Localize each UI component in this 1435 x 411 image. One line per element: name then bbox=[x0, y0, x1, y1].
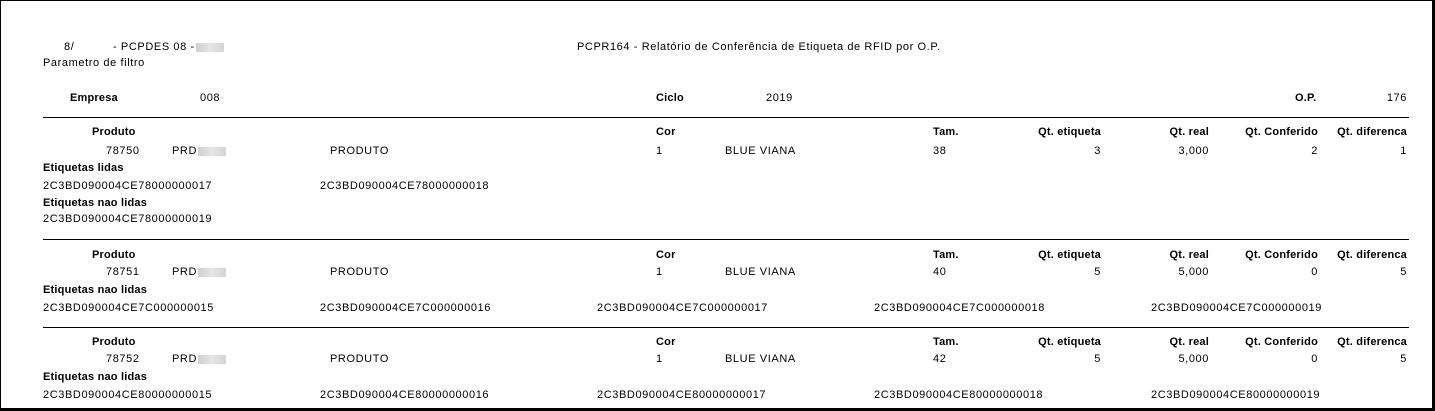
produto-ref-prefix: PRD bbox=[172, 353, 198, 365]
etiquetas-nao-lidas-label: Etiquetas nao lidas bbox=[43, 371, 148, 383]
empresa-value: 008 bbox=[200, 92, 221, 104]
col-qt-conferido-header: Qt. Conferido bbox=[1245, 126, 1318, 138]
etiqueta-nao-lida: 2C3BD090004CE80000000019 bbox=[1151, 389, 1321, 401]
produto-codigo: 78751 bbox=[106, 266, 140, 278]
section-divider bbox=[43, 117, 1409, 118]
etiqueta-nao-lida: 2C3BD090004CE80000000017 bbox=[597, 389, 767, 401]
produto-ref-prefix: PRD bbox=[172, 266, 198, 278]
section-divider bbox=[43, 327, 1409, 328]
col-cor-header: Cor bbox=[656, 249, 676, 261]
produto-referencia bbox=[172, 266, 226, 279]
col-tam-header: Tam. bbox=[933, 126, 959, 138]
report-title: PCPR164 - Relatório de Conferência de Etiqueta de RFID por O.P. bbox=[577, 41, 941, 53]
section-divider bbox=[43, 239, 1409, 240]
col-produto-header: Produto bbox=[92, 336, 136, 348]
redacted-block bbox=[198, 355, 226, 364]
qt-real-value: 5,000 bbox=[1178, 353, 1209, 365]
etiqueta-nao-lida: 2C3BD090004CE7C000000016 bbox=[320, 302, 491, 314]
qt-diferenca-value: 1 bbox=[1400, 145, 1407, 157]
produto-descricao: PRODUTO bbox=[330, 145, 390, 157]
op-label: O.P. bbox=[1295, 92, 1317, 104]
qt-diferenca-value: 5 bbox=[1400, 353, 1407, 365]
qt-conferido-value: 0 bbox=[1311, 266, 1318, 278]
tam-value: 42 bbox=[933, 353, 947, 365]
col-produto-header: Produto bbox=[92, 126, 136, 138]
col-tam-header: Tam. bbox=[933, 249, 959, 261]
etiqueta-lida: 2C3BD090004CE78000000017 bbox=[43, 180, 213, 192]
qt-etiqueta-value: 3 bbox=[1094, 145, 1101, 157]
cor-codigo: 1 bbox=[656, 353, 663, 365]
col-tam-header: Tam. bbox=[933, 336, 959, 348]
etiqueta-nao-lida: 2C3BD090004CE78000000019 bbox=[43, 213, 213, 225]
redacted-block bbox=[198, 147, 226, 156]
ciclo-value: 2019 bbox=[766, 92, 793, 104]
col-cor-header: Cor bbox=[656, 336, 676, 348]
col-qt-diferenca-header: Qt. diferenca bbox=[1337, 249, 1407, 261]
col-qt-diferenca-header: Qt. diferenca bbox=[1337, 336, 1407, 348]
program-code bbox=[113, 41, 224, 54]
etiqueta-nao-lida: 2C3BD090004CE80000000015 bbox=[43, 389, 213, 401]
page-reference: 8/ bbox=[64, 41, 75, 53]
col-qt-real-header: Qt. real bbox=[1169, 336, 1209, 348]
col-qt-etiqueta-header: Qt. etiqueta bbox=[1038, 249, 1101, 261]
col-qt-etiqueta-header: Qt. etiqueta bbox=[1038, 336, 1101, 348]
etiqueta-nao-lida: 2C3BD090004CE80000000016 bbox=[320, 389, 490, 401]
program-code-text: - PCPDES 08 - bbox=[113, 41, 195, 53]
op-value: 176 bbox=[1386, 92, 1407, 104]
col-produto-header: Produto bbox=[92, 249, 136, 261]
cor-codigo: 1 bbox=[656, 266, 663, 278]
col-qt-diferenca-header: Qt. diferenca bbox=[1337, 126, 1407, 138]
etiqueta-nao-lida: 2C3BD090004CE7C000000019 bbox=[1151, 302, 1322, 314]
produto-referencia bbox=[172, 145, 226, 158]
col-qt-etiqueta-header: Qt. etiqueta bbox=[1038, 126, 1101, 138]
col-qt-real-header: Qt. real bbox=[1169, 126, 1209, 138]
qt-diferenca-value: 5 bbox=[1400, 266, 1407, 278]
col-qt-conferido-header: Qt. Conferido bbox=[1245, 336, 1318, 348]
filter-label: Parametro de filtro bbox=[43, 57, 145, 69]
qt-etiqueta-value: 5 bbox=[1094, 266, 1101, 278]
etiqueta-nao-lida: 2C3BD090004CE7C000000015 bbox=[43, 302, 214, 314]
produto-descricao: PRODUTO bbox=[330, 266, 390, 278]
cor-nome: BLUE VIANA bbox=[725, 145, 796, 157]
produto-codigo: 78750 bbox=[106, 145, 140, 157]
etiqueta-lida: 2C3BD090004CE78000000018 bbox=[320, 180, 490, 192]
produto-descricao: PRODUTO bbox=[330, 353, 390, 365]
col-qt-real-header: Qt. real bbox=[1169, 249, 1209, 261]
qt-real-value: 5,000 bbox=[1178, 266, 1209, 278]
col-qt-conferido-header: Qt. Conferido bbox=[1245, 249, 1318, 261]
qt-real-value: 3,000 bbox=[1178, 145, 1209, 157]
produto-ref-prefix: PRD bbox=[172, 145, 198, 157]
cor-nome: BLUE VIANA bbox=[725, 353, 796, 365]
etiquetas-nao-lidas-label: Etiquetas nao lidas bbox=[43, 284, 148, 296]
tam-value: 40 bbox=[933, 266, 947, 278]
etiqueta-nao-lida: 2C3BD090004CE80000000018 bbox=[874, 389, 1044, 401]
qt-conferido-value: 0 bbox=[1311, 353, 1318, 365]
qt-conferido-value: 2 bbox=[1311, 145, 1318, 157]
etiqueta-nao-lida: 2C3BD090004CE7C000000017 bbox=[597, 302, 768, 314]
empresa-label: Empresa bbox=[70, 92, 118, 104]
produto-codigo: 78752 bbox=[106, 353, 140, 365]
ciclo-label: Ciclo bbox=[656, 92, 684, 104]
etiquetas-nao-lidas-label: Etiquetas nao lidas bbox=[43, 197, 148, 209]
produto-referencia bbox=[172, 353, 226, 366]
cor-nome: BLUE VIANA bbox=[725, 266, 796, 278]
col-cor-header: Cor bbox=[656, 126, 676, 138]
etiquetas-lidas-label: Etiquetas lidas bbox=[43, 162, 124, 174]
redacted-block bbox=[198, 268, 226, 277]
qt-etiqueta-value: 5 bbox=[1094, 353, 1101, 365]
tam-value: 38 bbox=[933, 145, 947, 157]
etiqueta-nao-lida: 2C3BD090004CE7C000000018 bbox=[874, 302, 1045, 314]
cor-codigo: 1 bbox=[656, 145, 663, 157]
redacted-block bbox=[196, 43, 224, 52]
